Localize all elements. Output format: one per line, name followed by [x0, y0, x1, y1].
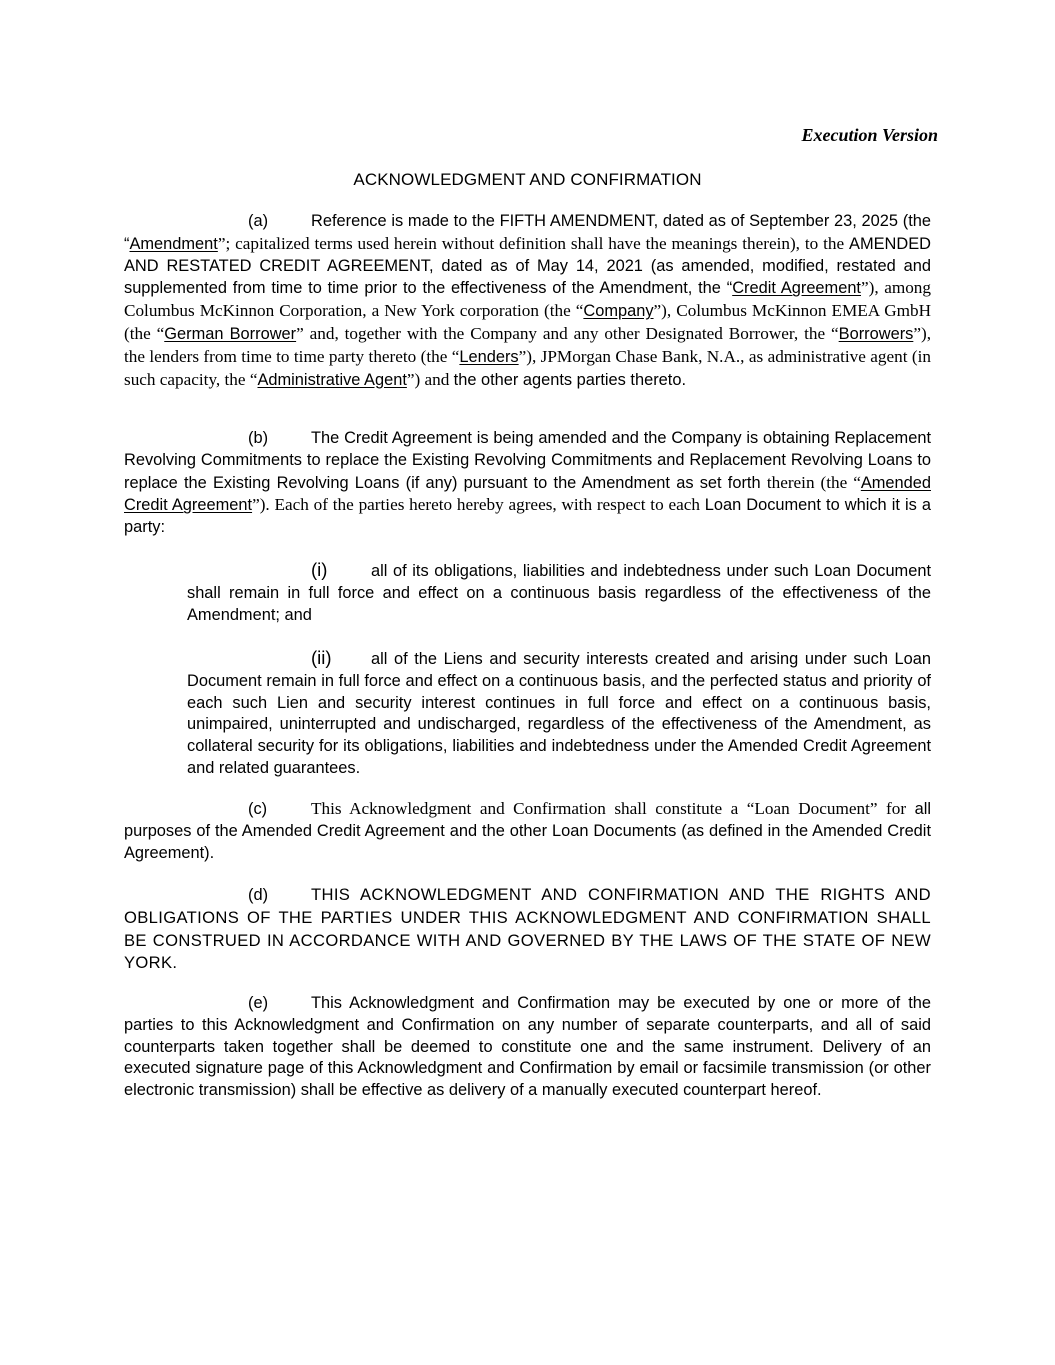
paragraph-b-text-3: ”). Each of the parties hereto hereby agrees, with respect to each [252, 495, 705, 515]
paragraph-ii-label: (ii) [311, 647, 332, 668]
paragraph-ii-text: all of the Liens and security interests created and arising under such Loan Document remain in full force and effect on a continuous basis, and the perfected status and priority of each such Lien and security interest continues in full force and effect on a continuous basis, unimpaired, uninterrupted and undischarged, regardless of the effectiveness of the Amendment, as collateral security for its obligations, liabilities and indebtedness under the Amended Credit Agreement and related guarantees. [187, 650, 931, 777]
paragraph-c-label: (c) [248, 800, 268, 818]
paragraph-a-text-5: ”), Columbus McKinnon EMEA GmbH (the “ [124, 301, 932, 343]
paragraph-d-label: (d) [248, 886, 269, 904]
defined-term-borrowers: Borrowers [838, 324, 914, 343]
document-title: ACKNOWLEDGMENT AND CONFIRMATION [353, 170, 702, 189]
paragraph-ii [187, 647, 931, 780]
paragraph-a-text-1: Reference is made to the FIFTH AMENDMENT, dated as of September 23, 2025 (the “ [124, 212, 931, 253]
paragraph-a-text-8: ”), JPMorgan Chase Bank, N.A., as administrative agent (in such capacity, the “ [124, 346, 931, 389]
defined-term-amended-credit-agreement: Amended Credit Agreement [124, 473, 931, 515]
paragraph-a-text-6: ” and, together with the Company and any other Designated Borrower, the “ [296, 323, 839, 343]
paragraph-e [124, 993, 931, 1102]
paragraph-a [124, 211, 931, 391]
paragraph-a-text-4: ”), among Columbus McKinnon Corporation, a New York corporation (the “ [124, 278, 931, 321]
defined-term-german-borrower: German Borrower [164, 324, 297, 343]
paragraph-a-text-2: ”; capitalized terms used herein without definition shall have the meanings therein), to the [217, 233, 850, 253]
defined-term-credit-agreement: Credit Agreement [732, 279, 861, 298]
paragraph-i-text: all of its obligations, liabilities and indebtedness under such Loan Document shall remain in full force and effect on a continuous basis regardless of the effectiveness of the Amendment; and [187, 562, 931, 624]
paragraph-i-label: (i) [311, 559, 328, 580]
paragraph-b-text-4: Loan Document to which it is a party: [124, 496, 931, 537]
paragraph-a-text-3: AMENDED AND RESTATED CREDIT AGREEMENT, dated as of May 14, 2021 (as amended, modified, restated and supplemented from time to time prior to the effectiveness of the Amendment, the “ [124, 234, 931, 298]
defined-term-lenders: Lenders [459, 347, 519, 366]
paragraph-b-label: (b) [248, 429, 269, 447]
defined-term-amendment: Amendment [129, 234, 218, 253]
paragraph-i [187, 559, 931, 626]
execution-version-label: Execution Version [801, 125, 938, 145]
paragraph-e-label: (e) [248, 994, 269, 1012]
paragraph-e-text: This Acknowledgment and Confirmation may be executed by one or more of the parties to this Acknowledgment and Confirmation on any number of separate counterparts, and all of said counterparts taken together shall be deemed to constitute one and the same instrument. Delivery of an executed signature page of this Acknowledgment and Confirmation by email or facsimile transmission (or other electronic transmission) shall be effective as delivery of a manually executed counterpart hereof. [124, 994, 931, 1100]
paragraph-a-text-7: ”), the lenders from time to time party thereto (the “ [124, 323, 931, 366]
paragraph-c-text-1: This Acknowledgment and Confirmation shall constitute a “Loan Document” for [311, 799, 915, 818]
paragraph-d [124, 884, 931, 975]
defined-term-administrative-agent: Administrative Agent [257, 370, 407, 389]
paragraph-b [124, 428, 931, 539]
defined-term-company: Company [583, 302, 654, 321]
paragraph-a-text-10: the other agents parties thereto. [453, 370, 687, 389]
paragraph-a-label: (a) [248, 212, 269, 230]
paragraph-c-text-2: all purposes of the Amended Credit Agreement and the other Loan Documents (as defined in the Amended Credit Agreement). [124, 800, 931, 862]
paragraph-b-text-2: therein (the “ [766, 472, 861, 492]
paragraph-b-text-1: The Credit Agreement is being amended and the Company is obtaining Replacement Revolving Commitments to replace the Existing Revolving Commitments and Replacement Revolving Loans to replace the Existing Revolving Loans (if any) pursuant to the Amendment as set forth [124, 429, 931, 492]
paragraph-c [124, 798, 931, 864]
paragraph-a-text-9: ”) and [406, 369, 454, 389]
paragraph-d-text: THIS ACKNOWLEDGMENT AND CONFIRMATION AND THE RIGHTS AND OBLIGATIONS OF THE PARTIES UNDER THIS ACKNOWLEDGMENT AND CONFIRMATION SHALL BE CONSTRUED IN ACCORDANCE WITH AND GOVERNED BY THE LAWS OF THE STATE OF NEW YORK. [124, 885, 931, 973]
